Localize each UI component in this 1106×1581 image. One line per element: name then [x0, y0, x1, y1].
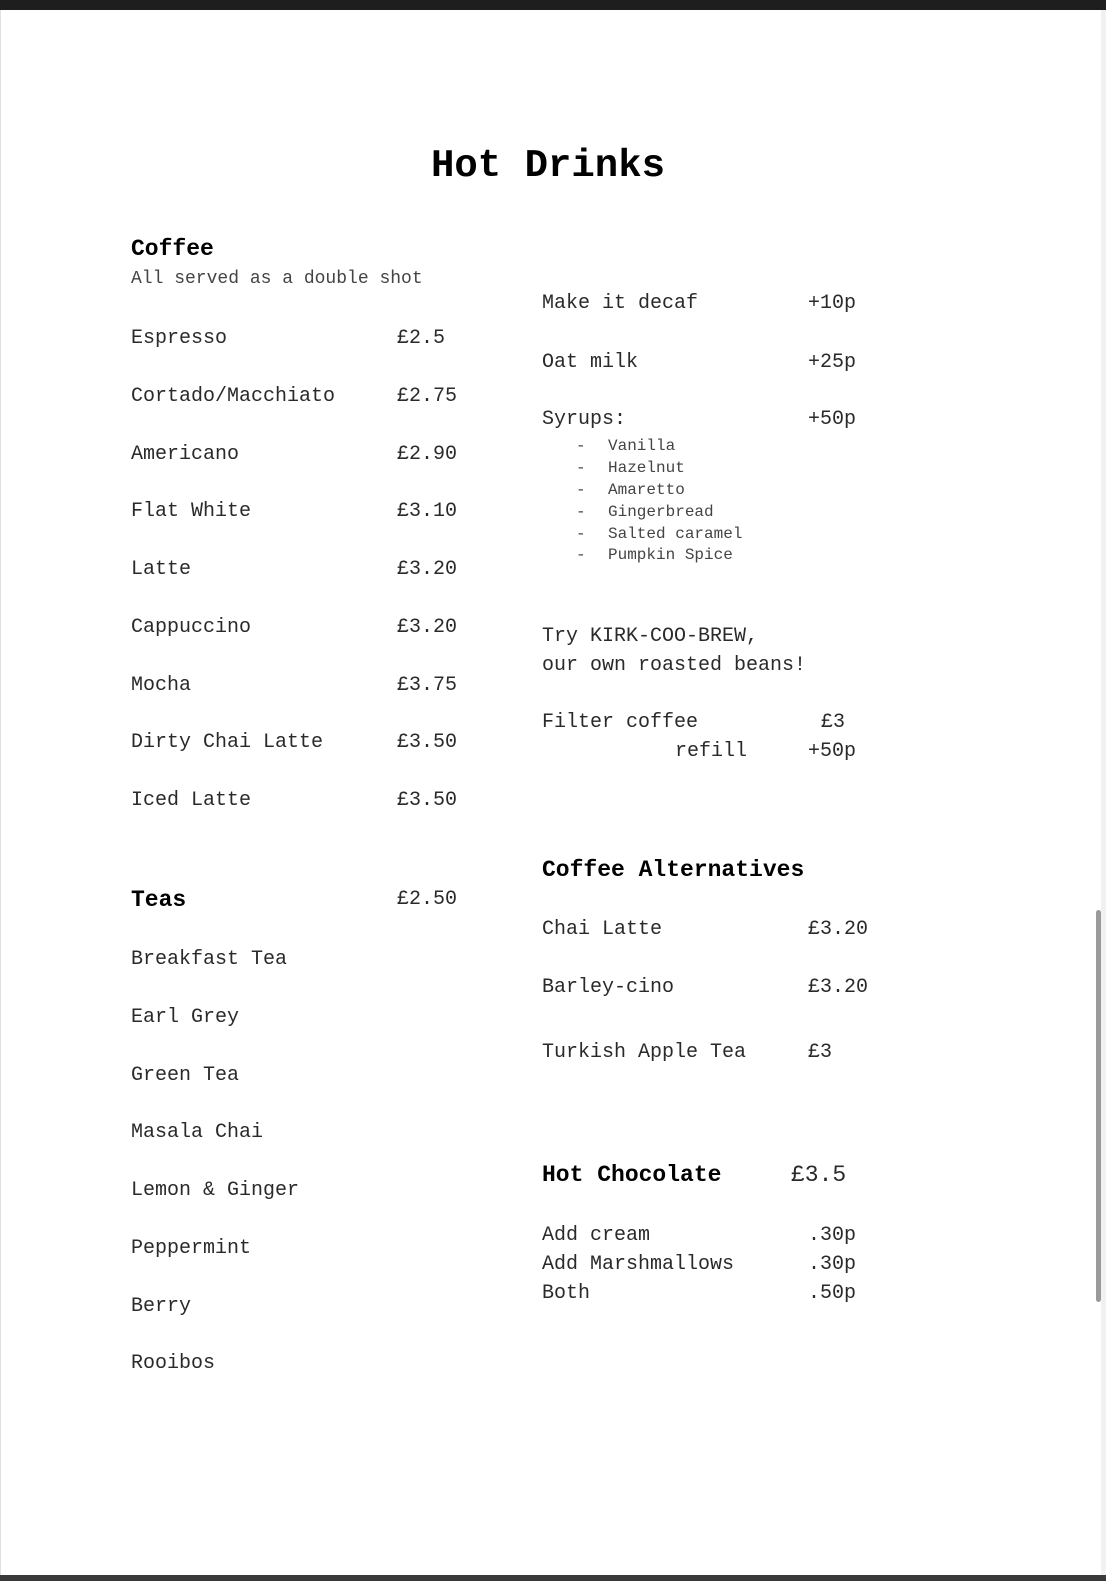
extra-name: Syrups: — [542, 408, 627, 431]
window-bottom-bar — [0, 1575, 1106, 1581]
coffee-item-name: Mocha — [131, 674, 192, 697]
addon-price: .50p — [808, 1282, 857, 1305]
syrup-item: Vanilla — [608, 437, 676, 455]
extra-price: +25p — [808, 351, 857, 374]
coffee-item-name: Espresso — [131, 327, 228, 350]
addon-name: Add cream — [542, 1224, 651, 1247]
page-title: Hot Drinks — [430, 144, 666, 188]
alternative-price: £3 — [808, 1041, 833, 1064]
coffee-item-name: Flat White — [131, 500, 252, 523]
coffee-item-price: £3.75 — [397, 674, 458, 697]
alternative-price: £3.20 — [808, 918, 869, 941]
addon-name: Both — [542, 1282, 591, 1305]
refill-name: refill — [675, 740, 748, 763]
coffee-item-name: Americano — [131, 443, 240, 466]
syrup-bullet: - — [576, 546, 586, 564]
syrup-bullet: - — [576, 481, 586, 499]
coffee-item-name: Cappuccino — [131, 616, 252, 639]
alternatives-heading: Coffee Alternatives — [542, 857, 805, 883]
syrup-bullet: - — [576, 459, 586, 477]
tea-item: Green Tea — [131, 1064, 240, 1087]
refill-price: +50p — [808, 740, 857, 763]
syrup-bullet: - — [576, 437, 586, 455]
syrup-item: Salted caramel — [608, 525, 743, 543]
scrollbar-thumb[interactable] — [1096, 910, 1101, 1302]
coffee-item-name: Latte — [131, 558, 192, 581]
coffee-item-name: Cortado/Macchiato — [131, 385, 336, 408]
coffee-item-price: £2.90 — [397, 443, 458, 466]
extra-price: +50p — [808, 408, 857, 431]
extra-name: Make it decaf — [542, 292, 699, 315]
tea-item: Breakfast Tea — [131, 948, 288, 971]
window-top-bar — [0, 0, 1106, 10]
alternative-price: £3.20 — [808, 976, 869, 999]
addon-price: .30p — [808, 1224, 857, 1247]
addon-price: .30p — [808, 1253, 857, 1276]
coffee-item-name: Iced Latte — [131, 789, 252, 812]
alternative-name: Chai Latte — [542, 918, 663, 941]
alternative-name: Barley-cino — [542, 976, 675, 999]
scrollbar-track — [1101, 10, 1106, 1575]
syrup-item: Pumpkin Spice — [608, 546, 733, 564]
hot-chocolate-heading: Hot Chocolate — [542, 1162, 722, 1188]
tea-item: Berry — [131, 1295, 192, 1318]
coffee-item-price: £3.20 — [397, 616, 458, 639]
page-left-edge — [0, 10, 1, 1575]
coffee-item-price: £2.5 — [397, 327, 446, 350]
syrup-item: Amaretto — [608, 481, 685, 499]
alternative-name: Turkish Apple Tea — [542, 1041, 747, 1064]
filter-coffee-name: Filter coffee — [542, 711, 699, 734]
coffee-item-price: £3.20 — [397, 558, 458, 581]
teas-price: £2.50 — [397, 888, 458, 911]
coffee-heading: Coffee — [131, 236, 214, 262]
tea-item: Lemon & Ginger — [131, 1179, 300, 1202]
extra-price: +10p — [808, 292, 857, 315]
filter-coffee-price: £3 — [821, 711, 846, 734]
tea-item: Rooibos — [131, 1352, 216, 1375]
tea-item: Masala Chai — [131, 1121, 264, 1144]
coffee-note: All served as a double shot — [131, 269, 423, 289]
hot-chocolate-price: £3.5 — [791, 1162, 847, 1188]
teas-heading: Teas — [131, 887, 187, 913]
coffee-item-price: £3.50 — [397, 789, 458, 812]
tea-item: Peppermint — [131, 1237, 252, 1260]
extra-name: Oat milk — [542, 351, 639, 374]
promo-line-1: Try KIRK-COO-BREW, — [542, 625, 759, 648]
syrup-bullet: - — [576, 503, 586, 521]
coffee-item-price: £2.75 — [397, 385, 458, 408]
addon-name: Add Marshmallows — [542, 1253, 735, 1276]
syrup-item: Hazelnut — [608, 459, 685, 477]
coffee-item-name: Dirty Chai Latte — [131, 731, 324, 754]
coffee-item-price: £3.50 — [397, 731, 458, 754]
syrup-item: Gingerbread — [608, 503, 714, 521]
promo-line-2: our own roasted beans! — [542, 654, 807, 677]
tea-item: Earl Grey — [131, 1006, 240, 1029]
syrup-bullet: - — [576, 525, 586, 543]
coffee-item-price: £3.10 — [397, 500, 458, 523]
